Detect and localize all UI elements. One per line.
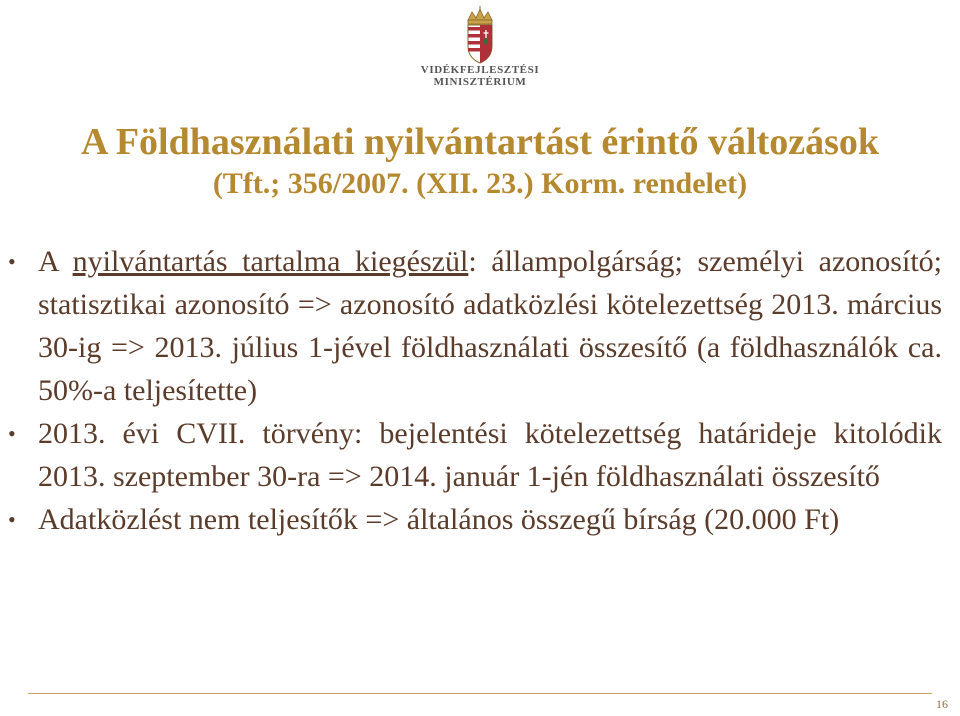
bullet-list: [0, 240, 960, 541]
logo-text-line2: MINISZTÉRIUM: [433, 76, 527, 88]
bullet-1-prefix: A: [38, 245, 73, 278]
bullet-icon: •: [8, 249, 16, 274]
page-number: 16: [936, 697, 948, 711]
bullet-3-text: Adatközlést nem teljesítők => általános összegű bírság (20.000 Ft): [38, 503, 840, 536]
slide-title: [0, 120, 960, 204]
bullet-item-3: [0, 498, 960, 541]
bullet-1-underlined: nyilvántartás tartalma kiegészül: [72, 245, 469, 278]
bullet-2-text: 2013. évi CVII. törvény: bejelentési kötelezettség határideje kitolódik 2013. szeptember 30-ra => 2014. január 1-jén földhasználati összesítő: [38, 417, 942, 493]
title-line2: (Tft.; 356/2007. (XII. 23.) Korm. rendelet): [212, 167, 748, 200]
footer-divider: [28, 693, 932, 694]
logo-text-line1: VIDÉKFEJLESZTÉSI: [420, 64, 540, 76]
bullet-1-rest: : állampolgárság; személyi azonosító; statisztikai azonosító => azonosító adatközlési kötelezettség 2013. március 30-ig => 2013. július 1-jével földhasználati összesítő (a földhasználók ca. 50%-a teljesítette): [38, 245, 942, 407]
bullet-item-2: [0, 412, 960, 498]
ministry-logo: [420, 6, 540, 98]
bullet-icon: •: [8, 421, 16, 446]
bullet-icon: •: [8, 507, 16, 532]
title-line1: A Földhasználati nyilvántartást érintő változások: [80, 121, 880, 163]
coat-of-arms-icon: [463, 6, 497, 64]
bullet-item-1: [0, 240, 960, 412]
